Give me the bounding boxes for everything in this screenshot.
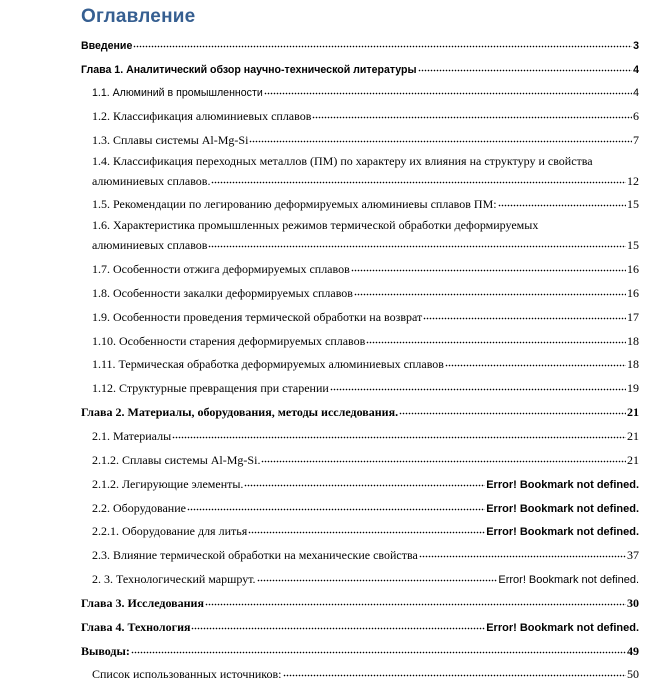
toc-entry-page: 18 <box>627 357 639 371</box>
toc-entry-chapter-1[interactable] <box>0 58 666 76</box>
toc-entry-page-error: Error! Bookmark not defined. <box>486 503 639 515</box>
toc-entry-2-1-2-alloys[interactable] <box>0 449 666 467</box>
toc-entry-conclusions[interactable] <box>0 640 666 658</box>
toc-entry-text: 2.1.2. Сплавы системы Al-Mg-Si. <box>92 453 261 467</box>
toc-title: Оглавление <box>81 6 196 27</box>
toc-entry-text: 1.12. Структурные превращения при старении <box>92 381 329 395</box>
toc-entry-text: 2. 3. Технологический маршрут. <box>92 572 256 586</box>
dot-leader <box>423 306 626 321</box>
toc-entry-text: 1.9. Особенности проведения термической обработки на возврат <box>92 310 423 324</box>
toc-entry-page: 18 <box>627 334 639 348</box>
toc-entry-introduction[interactable] <box>0 34 666 52</box>
toc-entry-text-cont: алюминиевых сплавов. <box>92 174 211 188</box>
dot-leader <box>399 401 626 416</box>
toc-entry-page: 4 <box>633 87 639 99</box>
toc-entry-text: 1.11. Термическая обработка деформируемых алюминиевых сплавов <box>92 357 444 371</box>
toc-entry-text-cont: алюминиевых сплавов <box>92 238 208 252</box>
toc-entry-text: 2.2.1. Оборудование для литья <box>92 524 248 538</box>
toc-entry-2-1[interactable] <box>0 425 666 443</box>
dot-leader <box>172 425 626 440</box>
toc-entry-text: 1.6. Характеристика промышленных режимов термической обработки деформируемых <box>92 218 539 232</box>
toc-entry-text: 1.3. Сплавы системы Al-Mg-Si <box>92 133 249 147</box>
toc-entry-text: 1.5. Рекомендации по легированию деформируемых алюминиевы сплавов ПМ: <box>92 197 497 211</box>
dot-leader <box>187 497 485 512</box>
toc-entry-text: 1.10. Особенности старения деформируемых сплавов <box>92 334 366 348</box>
dot-leader <box>208 234 626 249</box>
toc-entry-page-error: Error! Bookmark not defined. <box>498 574 639 586</box>
toc-entry-2-3-route[interactable] <box>0 568 666 586</box>
dot-leader <box>445 353 626 368</box>
toc-entry-page: 16 <box>627 286 639 300</box>
toc-entry-text: 1.7. Особенности отжига деформируемых сплавов <box>92 262 350 276</box>
dot-leader <box>418 58 633 73</box>
toc-entry-text: 2.2. Оборудование <box>92 501 186 515</box>
toc-entry-2-3[interactable] <box>0 544 666 562</box>
toc-entry-text: 1.8. Особенности закалки деформируемых сплавов <box>92 286 353 300</box>
toc-entry-text: Введение <box>81 40 133 52</box>
toc-entry-1-2[interactable] <box>0 105 666 123</box>
toc-entry-2-2[interactable] <box>0 497 666 515</box>
dot-leader <box>191 616 485 631</box>
toc-entry-text: 2.1.2. Легирующие элементы. <box>92 477 244 491</box>
toc-entry-page-error: Error! Bookmark not defined. <box>486 479 639 491</box>
dot-leader <box>330 377 626 392</box>
toc-entry-page: 16 <box>627 262 639 276</box>
dot-leader <box>257 568 498 583</box>
dot-leader <box>205 592 626 607</box>
dot-leader <box>248 520 485 535</box>
dot-leader <box>312 105 632 120</box>
toc-entry-1-8[interactable] <box>0 282 666 300</box>
toc-entry-1-6[interactable] <box>0 217 666 251</box>
toc-entry-page: 19 <box>627 381 639 395</box>
toc-entry-page: 3 <box>633 40 639 52</box>
dot-leader <box>498 193 626 208</box>
toc-entry-page: 15 <box>627 238 639 252</box>
toc-entry-1-1[interactable] <box>0 81 666 99</box>
toc-entry-text: Список использованных источников: <box>92 667 282 681</box>
toc-entry-page-error: Error! Bookmark not defined. <box>486 622 639 634</box>
dot-leader <box>283 663 626 678</box>
toc-entry-1-5[interactable] <box>0 193 666 211</box>
toc-entry-text: Глава 3. Исследования <box>81 596 204 610</box>
toc-entry-1-3[interactable] <box>0 129 666 147</box>
toc-entry-page: 15 <box>627 197 639 211</box>
toc-entry-1-12[interactable] <box>0 377 666 395</box>
dot-leader <box>351 258 626 273</box>
toc-entry-text: 1.1. Алюминий в промышленности <box>92 87 263 99</box>
toc-entry-1-11[interactable] <box>0 353 666 371</box>
toc-entry-page: 21 <box>627 405 639 419</box>
toc-entry-text: 1.2. Классификация алюминиевых сплавов <box>92 109 312 123</box>
toc-entry-page: 12 <box>627 174 639 188</box>
dot-leader <box>244 473 485 488</box>
toc-entry-text: Выводы: <box>81 644 130 658</box>
toc-entry-page: 50 <box>627 667 639 681</box>
toc-entry-page: 7 <box>633 133 639 147</box>
toc-entry-page: 37 <box>627 548 639 562</box>
dot-leader <box>419 544 626 559</box>
dot-leader <box>211 170 626 185</box>
dot-leader <box>249 129 632 144</box>
toc-entry-1-9[interactable] <box>0 306 666 324</box>
dot-leader <box>366 330 626 345</box>
toc-entry-text: Глава 4. Технология <box>81 620 191 634</box>
toc-entry-2-2-1[interactable] <box>0 520 666 538</box>
toc-entry-references[interactable] <box>0 663 666 681</box>
toc-entry-page: 21 <box>627 453 639 467</box>
dot-leader <box>133 34 632 49</box>
toc-entry-page: 21 <box>627 429 639 443</box>
toc-entry-chapter-2[interactable] <box>0 401 666 419</box>
toc-entry-text: 2.3. Влияние термической обработки на механические свойства <box>92 548 418 562</box>
toc-entry-page: 17 <box>627 310 639 324</box>
toc-entry-page: 49 <box>627 644 639 658</box>
toc-entry-1-10[interactable] <box>0 330 666 348</box>
toc-entry-text: Глава 2. Материалы, оборудования, методы исследования. <box>81 405 399 419</box>
toc-entry-page: 4 <box>633 64 639 76</box>
toc-entry-page: 30 <box>627 596 639 610</box>
toc-entry-page-error: Error! Bookmark not defined. <box>486 526 639 538</box>
dot-leader <box>264 81 632 96</box>
dot-leader <box>354 282 626 297</box>
toc-entry-text: 2.1. Материалы <box>92 429 172 443</box>
toc-entry-chapter-4[interactable] <box>0 616 666 634</box>
toc-entry-text: 1.4. Классификация переходных металлов (ПМ) по характеру их влияния на структуру и свойства <box>92 154 593 168</box>
toc-entry-1-4[interactable] <box>0 153 666 187</box>
dot-leader <box>131 640 626 655</box>
toc-entry-2-1-2-alloying[interactable] <box>0 473 666 491</box>
toc-entry-chapter-3[interactable] <box>0 592 666 610</box>
toc-entry-1-7[interactable] <box>0 258 666 276</box>
dot-leader <box>261 449 626 464</box>
toc-entry-text: Глава 1. Аналитический обзор научно-технической литературы <box>81 64 417 76</box>
toc-entry-page: 6 <box>633 109 639 123</box>
